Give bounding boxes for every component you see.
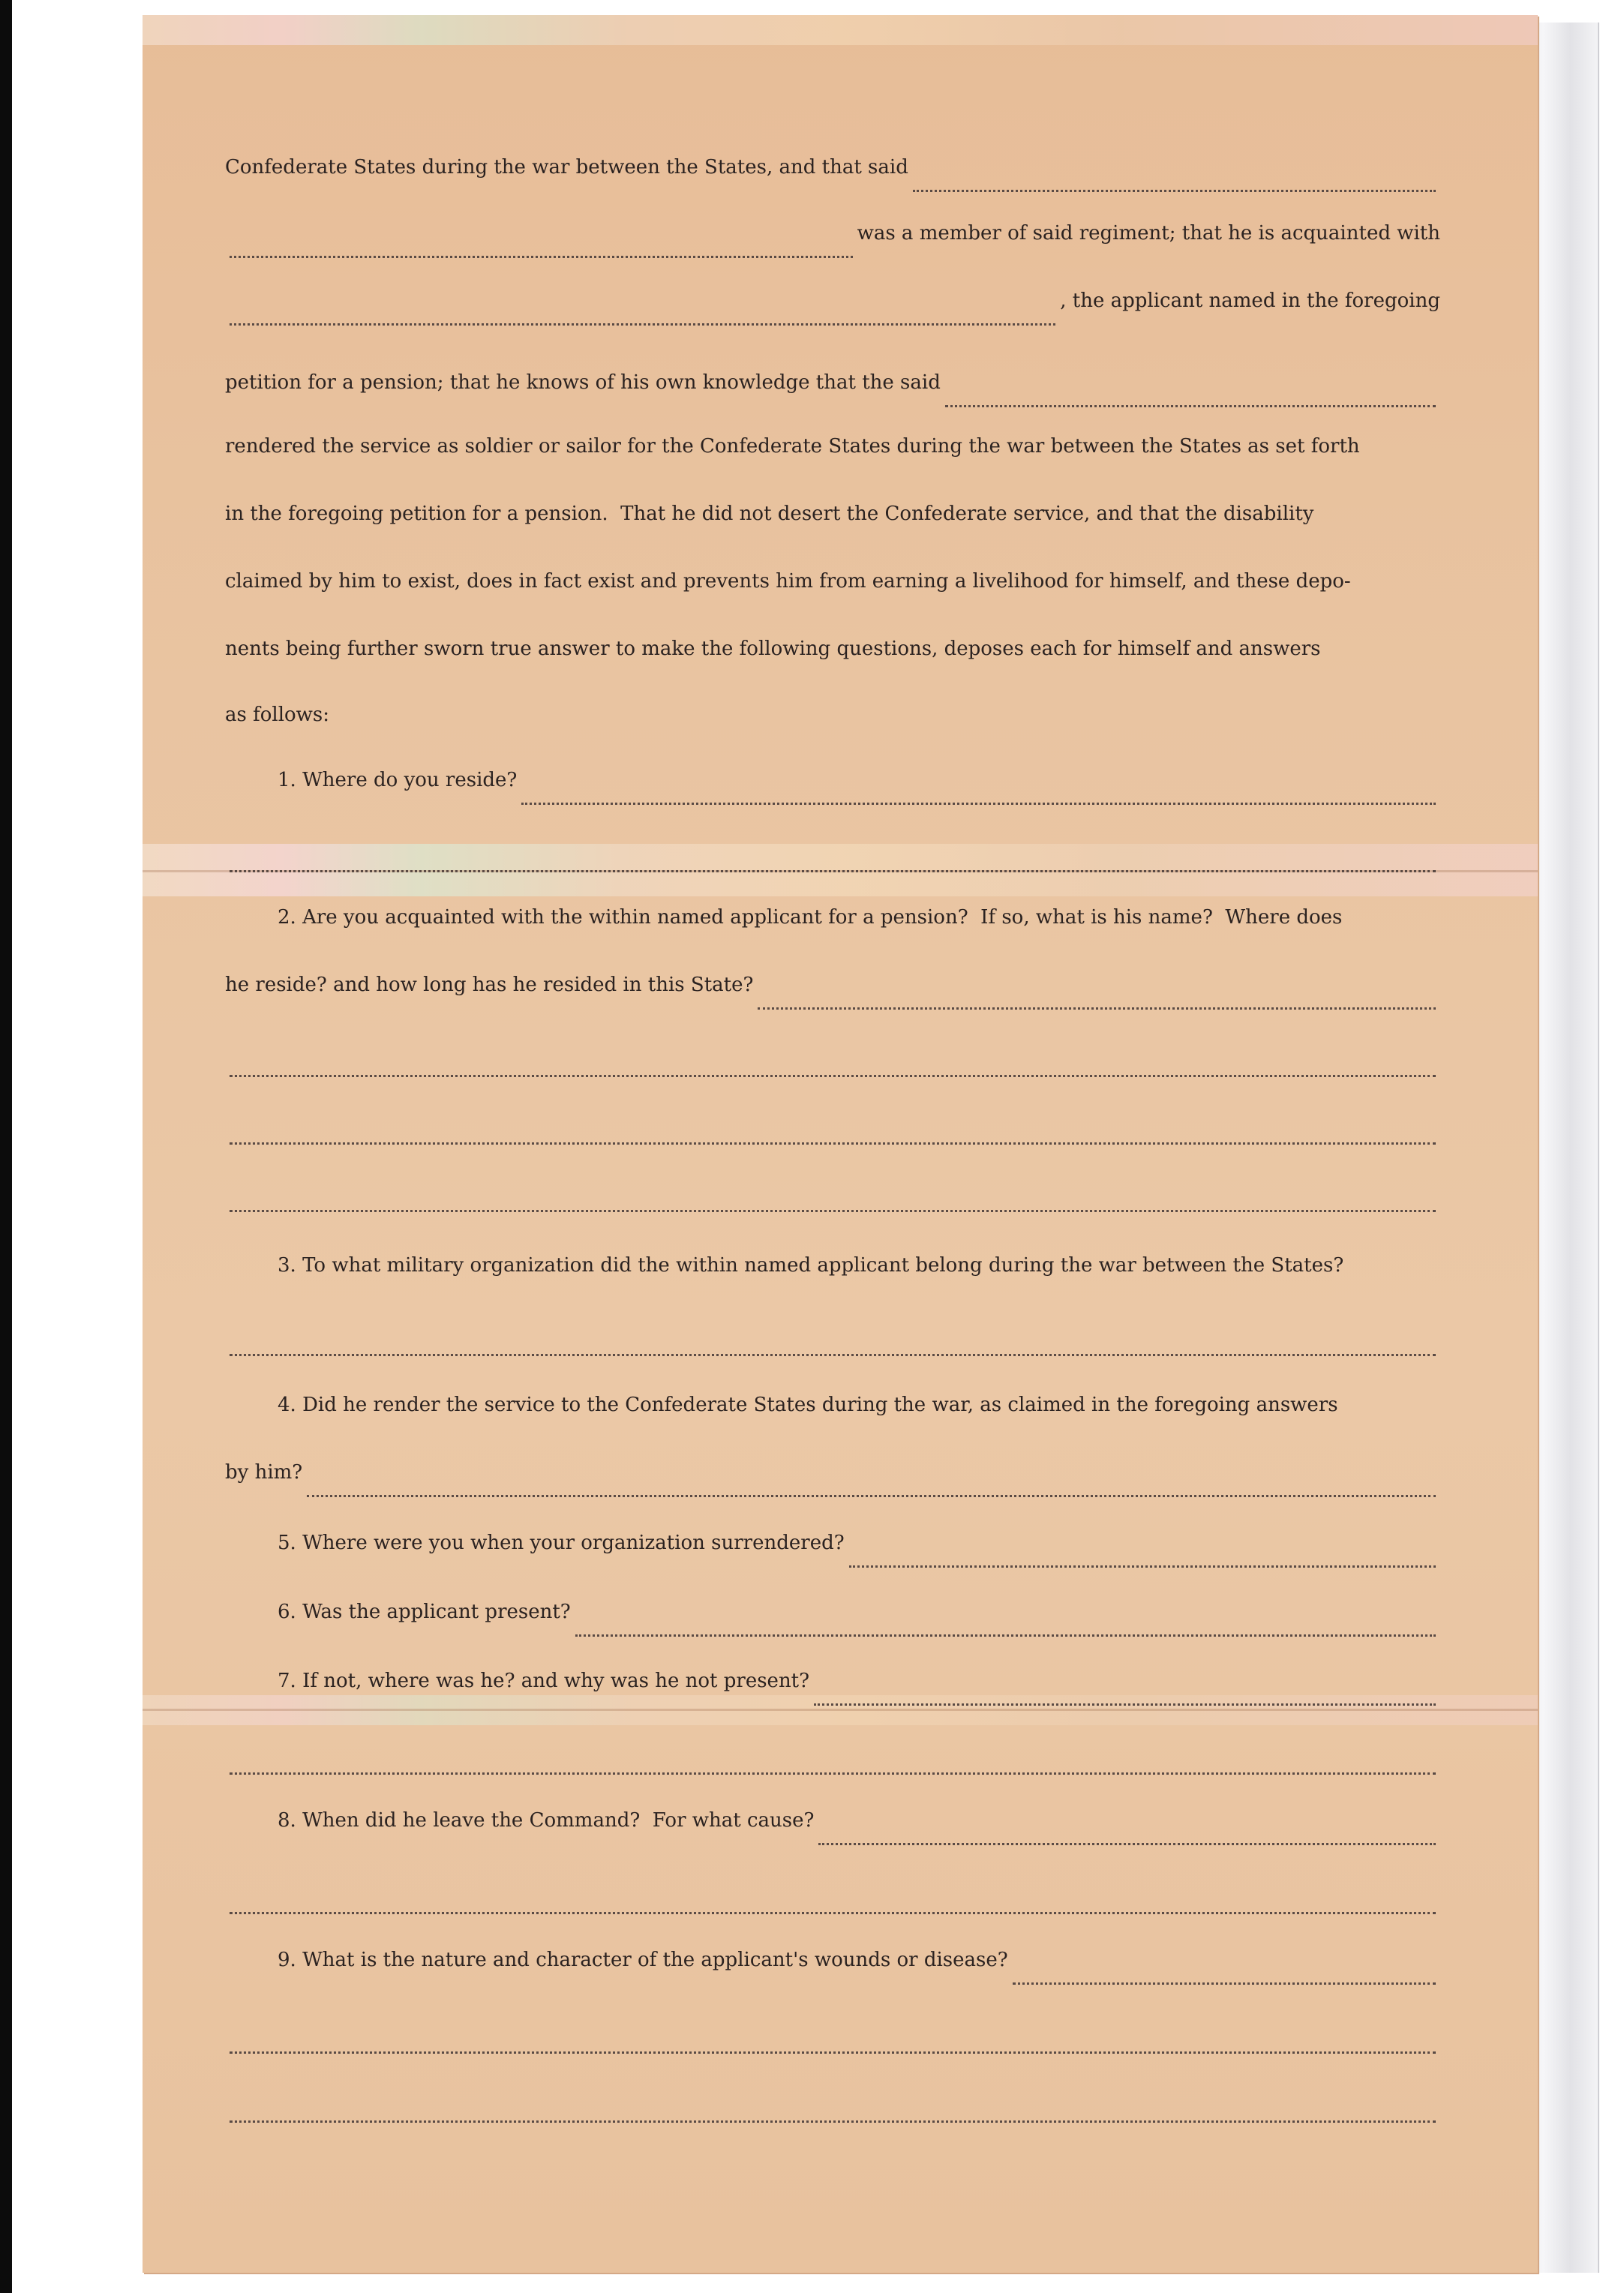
answer-line-row [225,1739,1440,1781]
text-line [225,435,1440,477]
question-6 [225,1601,1440,1643]
question-text: 8. When did he leave the Command? For what cause? [278,1809,815,1832]
text: , the applicant named in the foregoing [1060,290,1440,312]
answer-line [521,803,1436,805]
question-text: by him? [225,1461,303,1484]
answer-line-row [225,1109,1440,1151]
question-text: 3. To what military organization did the within named applicant belong during the war between the States? [278,1254,1344,1277]
text-line [225,222,1440,264]
answer-line-row [225,1320,1440,1362]
answer-line [230,1142,1436,1145]
answer-line-row [225,836,1440,878]
question-text: 7. If not, where was he? and why was he not present? [278,1670,810,1692]
answer-line [230,1075,1436,1077]
text: nents being further sworn true answer to make the following questions, deposes each for himself and answers [225,638,1321,660]
text-line [225,638,1440,680]
question-text: 2. Are you acquainted with the within named applicant for a pension? If so, what is his name? Where does [278,906,1343,929]
answer-line [230,1354,1436,1356]
answer-line-row [225,1176,1440,1218]
question-2 [225,906,1440,948]
answer-line [818,1843,1436,1845]
text-line [225,503,1440,545]
blank-fill-line [945,405,1436,407]
answer-line [230,2120,1436,2123]
answer-line [230,1772,1436,1775]
blank-fill-line [913,190,1436,192]
text-line [225,290,1440,332]
question-3 [225,1254,1440,1296]
question-7 [225,1670,1440,1712]
question-5 [225,1532,1440,1574]
text-line [225,371,1440,413]
question-text: 5. Where were you when your organization surrendered? [278,1532,845,1554]
question-4-continued [225,1461,1440,1503]
question-text: 1. Where do you reside? [278,769,518,791]
answer-line [230,1210,1436,1212]
answer-line-row [225,2087,1440,2129]
question-text: 6. Was the applicant present? [278,1601,571,1623]
text-line [225,570,1440,612]
question-9 [225,1949,1440,1991]
blank-fill-line [230,323,1055,326]
text-line [225,704,1440,746]
question-text: 9. What is the nature and character of the applicant's wounds or disease? [278,1949,1008,1971]
text: Confederate States during the war between the States, and that said [225,156,908,179]
answer-line [230,870,1436,872]
answer-line [307,1495,1436,1497]
glare-band [143,15,1538,45]
answer-line-row [225,2018,1440,2060]
text: as follows: [225,704,330,726]
question-2-continued [225,974,1440,1016]
answer-line [230,1912,1436,1914]
question-4 [225,1394,1440,1436]
pension-affidavit-page [143,15,1538,2273]
question-8 [225,1809,1440,1851]
text: in the foregoing petition for a pension. That he did not desert the Confederate service, and that the disability [225,503,1314,525]
text: was a member of said regiment; that he is acquainted with [857,222,1440,245]
answer-line [230,2051,1436,2054]
answer-line-row [225,1878,1440,1920]
answer-line [849,1565,1436,1568]
answer-line-row [225,1041,1440,1083]
answer-line [814,1703,1436,1706]
question-text: 4. Did he render the service to the Confederate States during the war, as claimed in the foregoing answers [278,1394,1338,1416]
answer-line [758,1007,1436,1010]
question-1 [225,769,1440,811]
text: rendered the service as soldier or sailor for the Confederate States during the war between the States as set forth [225,435,1360,458]
text-line [225,156,1440,198]
text: claimed by him to exist, does in fact exist and prevents him from earning a livelihood for himself, and these depo- [225,570,1351,593]
text: petition for a pension; that he knows of his own knowledge that the said [225,371,941,394]
scan-left-edge [0,0,12,2293]
question-text: he reside? and how long has he resided in this State? [225,974,754,996]
answer-line [1013,1982,1436,1985]
blank-fill-line [230,256,853,258]
answer-line [575,1634,1436,1637]
